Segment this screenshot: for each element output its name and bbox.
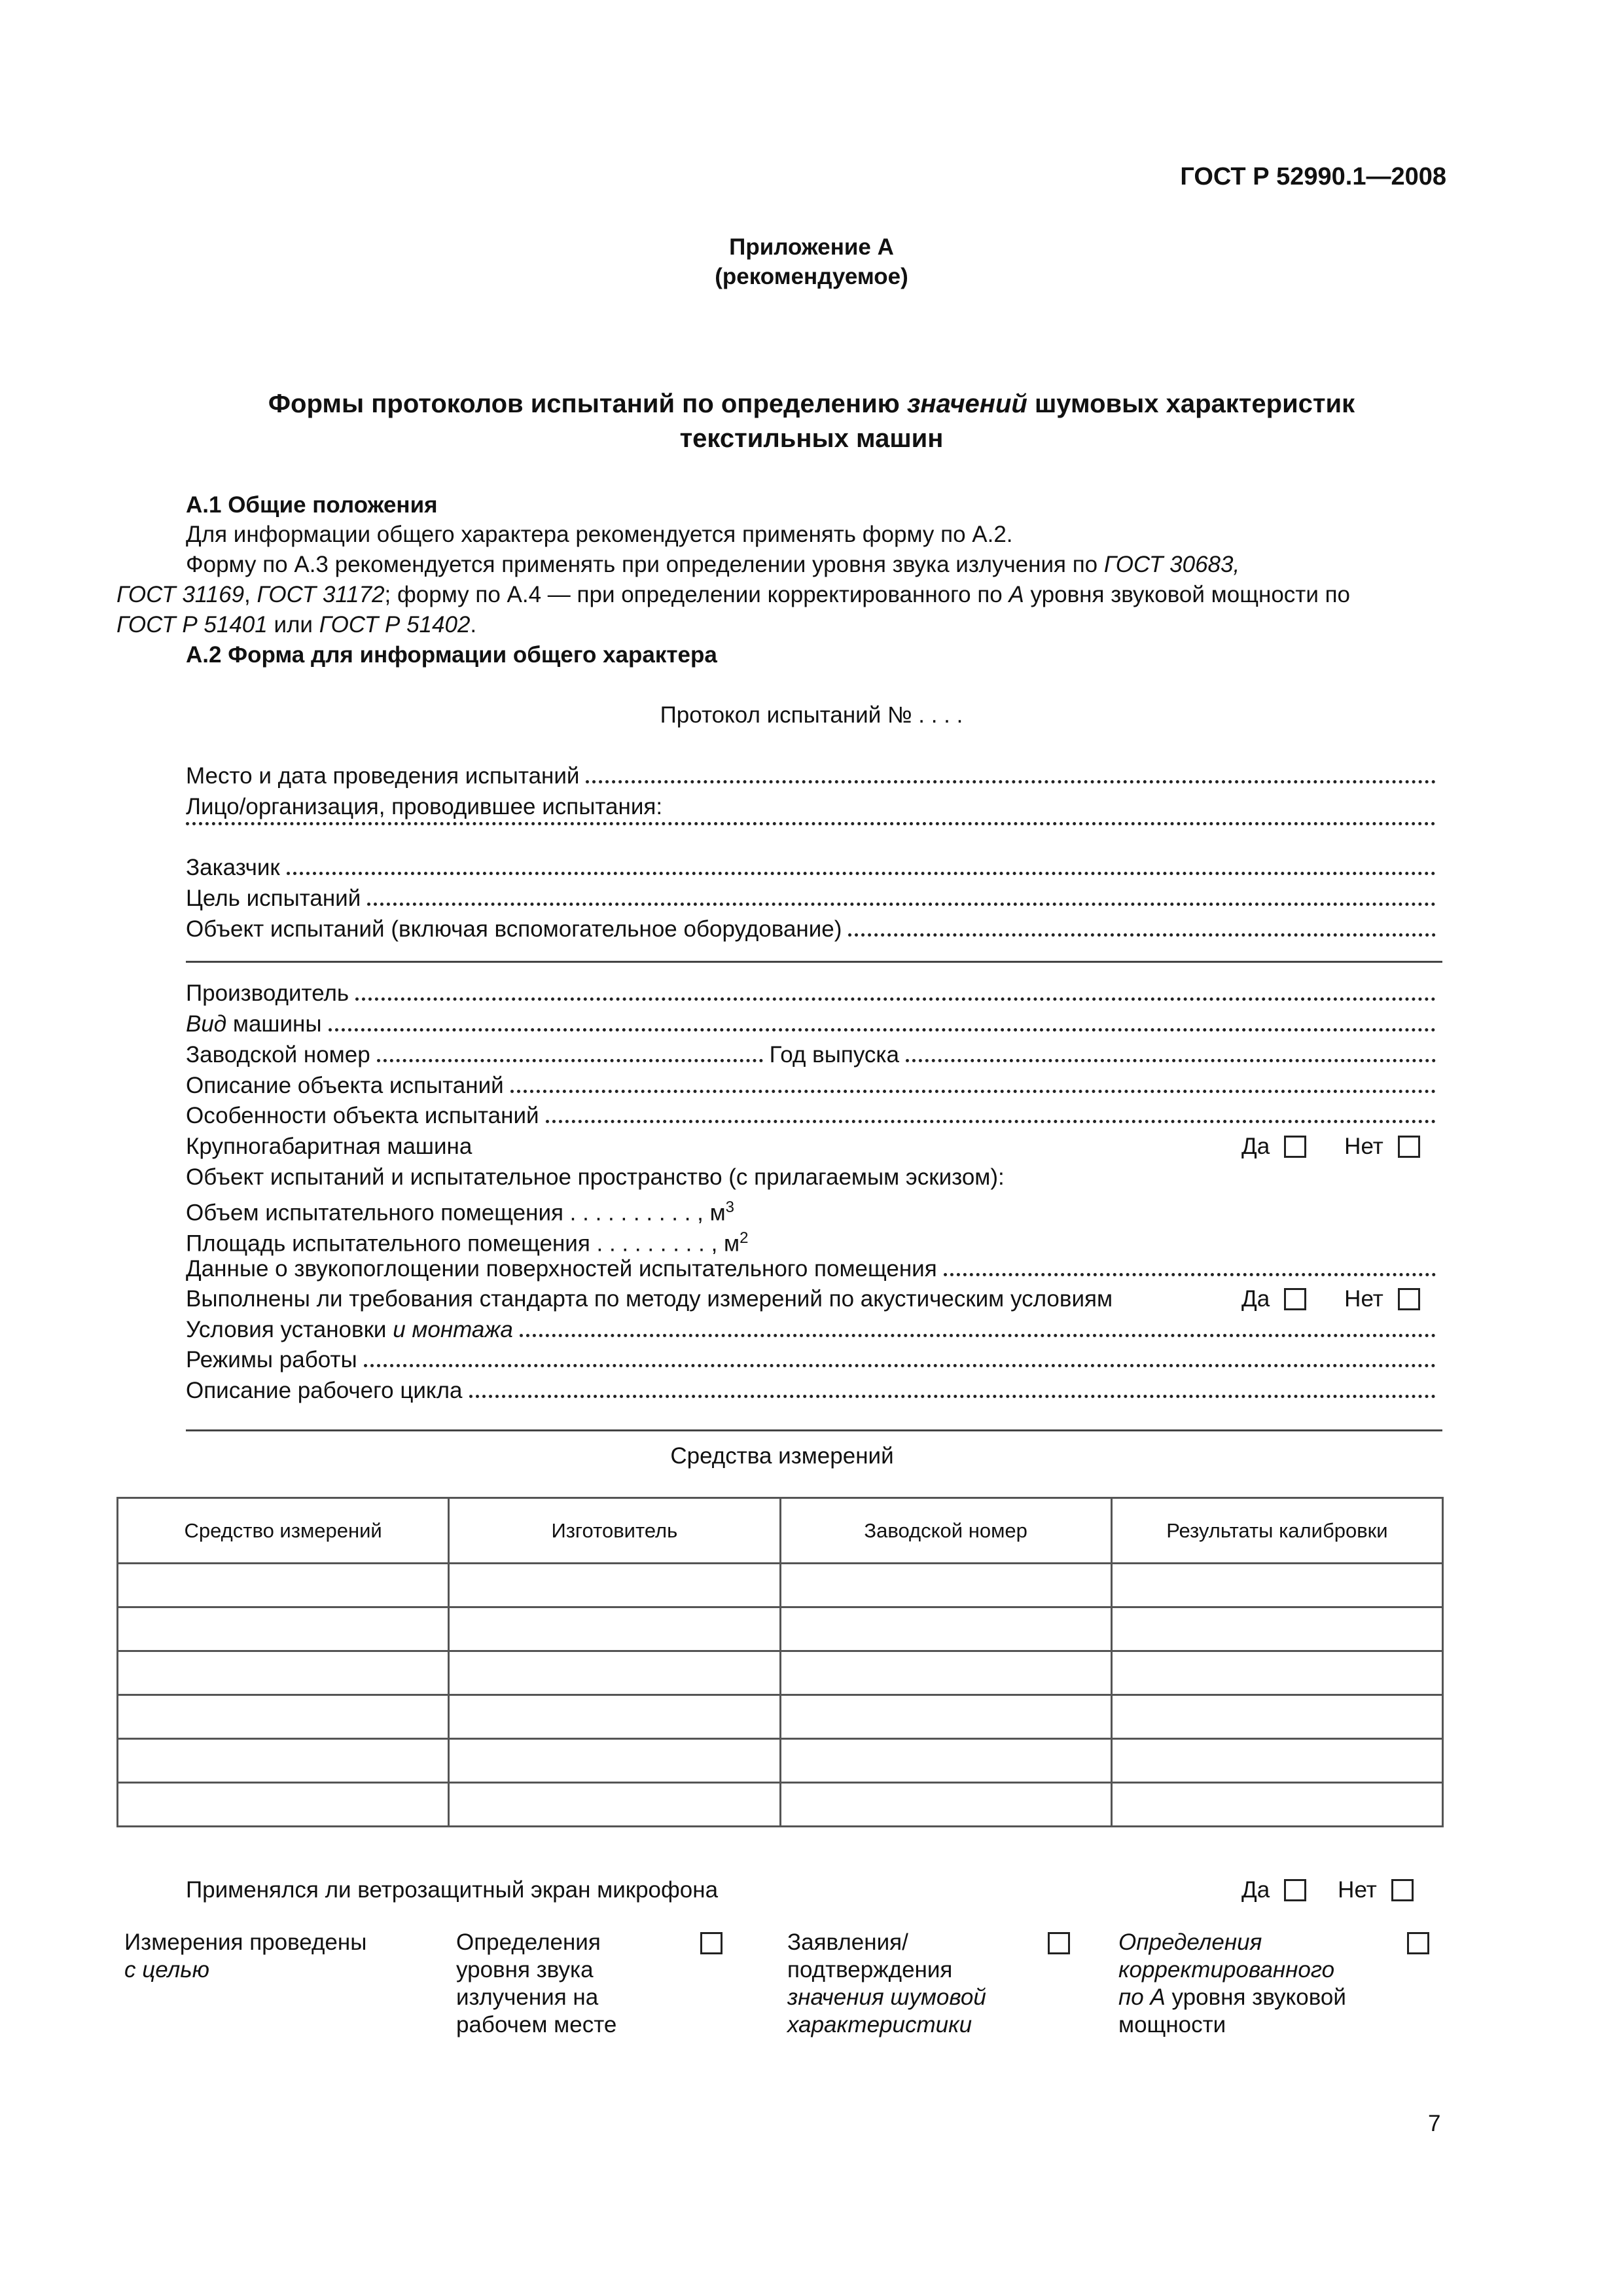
table-cell[interactable] xyxy=(1111,1695,1442,1739)
windscreen-no-checkbox[interactable] xyxy=(1391,1879,1414,1901)
field-customer[interactable]: Заказчик xyxy=(186,853,1436,883)
table-cell[interactable] xyxy=(1111,1564,1442,1607)
table-row xyxy=(118,1695,1443,1739)
purpose-option-power: Определения корректированного по А уровня звуковой мощности xyxy=(1118,1929,1346,2037)
table-cell[interactable] xyxy=(780,1783,1111,1827)
table-cell[interactable] xyxy=(449,1695,780,1739)
table-cell[interactable] xyxy=(1111,1607,1442,1651)
field-area[interactable]: Площадь испытательного помещения . . . . . . . . . , $м^2$ xyxy=(186,1229,749,1257)
page-number: 7 xyxy=(1428,2111,1441,2136)
table-cell[interactable] xyxy=(449,1783,780,1827)
field-machine-type[interactable]: Вид машины xyxy=(186,1009,1436,1039)
field-volume[interactable]: Объем испытательного помещения . . . . . . . . . . , $м^3$ xyxy=(186,1198,735,1226)
table-cell[interactable] xyxy=(780,1607,1111,1651)
field-serial-year[interactable]: Заводской номер Год выпуска xyxy=(186,1040,1436,1070)
section-a1-paragraph1: Для информации общего характера рекомендуется применять форму по А.2. xyxy=(186,522,1013,547)
table-cell[interactable] xyxy=(1111,1739,1442,1783)
table-cell[interactable] xyxy=(118,1783,449,1827)
divider-2 xyxy=(186,1429,1442,1431)
field-modes[interactable]: Режимы работы xyxy=(186,1345,1436,1375)
requirements-no-checkbox[interactable] xyxy=(1398,1288,1420,1310)
appendix-title: Приложение А xyxy=(729,234,894,260)
table-header-row xyxy=(118,1498,1443,1564)
field-requirements: Выполнены ли требования стандарта по методу измерений по акустическим условиям xyxy=(186,1286,1113,1312)
field-cycle[interactable]: Описание рабочего цикла xyxy=(186,1376,1436,1406)
field-large-machine: Крупногабаритная машина xyxy=(186,1134,473,1159)
table-cell[interactable] xyxy=(780,1651,1111,1695)
field-person-org-label: Лицо/организация, проводившее испытания: xyxy=(186,794,663,819)
table-row xyxy=(118,1651,1443,1695)
large-machine-no-checkbox[interactable] xyxy=(1398,1136,1420,1158)
section-a1-paragraph2-line1: Форму по А.3 рекомендуется применять при определении уровня звука излучения по ГОСТ 30683, xyxy=(186,552,1240,577)
table-cell[interactable] xyxy=(780,1695,1111,1739)
section-a1-paragraph2-line2: ГОСТ 31169, ГОСТ 31172; форму по А.4 — при определении корректированного по А уровня звуковой мощности по xyxy=(116,582,1351,607)
field-purpose[interactable]: Цель испытаний xyxy=(186,884,1436,914)
table-cell[interactable] xyxy=(780,1564,1111,1607)
purpose-label: Измерения проведены с целью xyxy=(124,1929,367,1982)
section-a1-paragraph2-line3: ГОСТ Р 51401 или ГОСТ Р 51402. xyxy=(116,612,477,637)
main-title-line1: Формы протоколов испытаний по определению значений шумовых характеристик xyxy=(268,389,1355,418)
instruments-title: Средства измерений xyxy=(670,1443,894,1469)
field-place-date[interactable]: Место и дата проведения испытаний xyxy=(186,761,1436,791)
field-person-org[interactable] xyxy=(186,822,1436,833)
table-cell[interactable] xyxy=(1111,1651,1442,1695)
field-installation[interactable]: Условия установки и монтажа xyxy=(186,1315,1436,1345)
purpose-option-workplace: Определения уровня звука излучения на рабочем месте xyxy=(456,1929,617,2037)
large-machine-yes-checkbox[interactable] xyxy=(1284,1136,1306,1158)
table-cell[interactable] xyxy=(118,1651,449,1695)
field-description[interactable]: Описание объекта испытаний xyxy=(186,1071,1436,1101)
table-cell[interactable] xyxy=(780,1739,1111,1783)
large-machine-choice: Да Нет xyxy=(1241,1132,1420,1162)
table-cell[interactable] xyxy=(118,1607,449,1651)
field-features[interactable]: Особенности объекта испытаний xyxy=(186,1101,1436,1131)
table-cell[interactable] xyxy=(118,1695,449,1739)
section-a1-heading: А.1 Общие положения xyxy=(186,492,438,518)
table-row xyxy=(118,1739,1443,1783)
windscreen-question: Применялся ли ветрозащитный экран микрофона xyxy=(186,1877,719,1903)
table-cell[interactable] xyxy=(449,1607,780,1651)
field-manufacturer[interactable]: Производитель xyxy=(186,978,1436,1009)
table-row xyxy=(118,1607,1443,1651)
column-header: Средство измерений xyxy=(118,1498,449,1564)
field-test-space: Объект испытаний и испытательное пространство (с прилагаемым эскизом): xyxy=(186,1164,1005,1190)
column-header: Результаты калибровки xyxy=(1111,1498,1442,1564)
protocol-title: Протокол испытаний № . . . . xyxy=(660,702,963,728)
column-header: Изготовитель xyxy=(449,1498,780,1564)
table-cell[interactable] xyxy=(449,1564,780,1607)
requirements-yes-checkbox[interactable] xyxy=(1284,1288,1306,1310)
purpose-power-checkbox[interactable] xyxy=(1407,1932,1429,1954)
field-object[interactable]: Объект испытаний (включая вспомогательное оборудование) xyxy=(186,914,1436,944)
table-row xyxy=(118,1783,1443,1827)
appendix-status: (рекомендуемое) xyxy=(715,264,908,289)
field-absorption[interactable]: Данные о звукопоглощении поверхностей испытательного помещения xyxy=(186,1254,1436,1284)
main-title-line2: текстильных машин xyxy=(679,424,944,453)
windscreen-yes-checkbox[interactable] xyxy=(1284,1879,1306,1901)
table-cell[interactable] xyxy=(449,1651,780,1695)
purpose-declaration-checkbox[interactable] xyxy=(1048,1932,1070,1954)
divider-1 xyxy=(186,961,1442,963)
table-cell[interactable] xyxy=(118,1564,449,1607)
purpose-option-declaration: Заявления/ подтверждения значения шумовой характеристики xyxy=(787,1929,986,2037)
table-row xyxy=(118,1564,1443,1607)
table-cell[interactable] xyxy=(1111,1783,1442,1827)
requirements-choice: Да Нет xyxy=(1241,1284,1420,1314)
windscreen-choice: Да Нет xyxy=(1241,1875,1414,1905)
instruments-table xyxy=(116,1497,1444,1827)
purpose-workplace-checkbox[interactable] xyxy=(700,1932,722,1954)
section-a2-heading: А.2 Форма для информации общего характера xyxy=(186,642,717,668)
table-cell[interactable] xyxy=(118,1739,449,1783)
table-cell[interactable] xyxy=(449,1739,780,1783)
column-header: Заводской номер xyxy=(780,1498,1111,1564)
standard-code: ГОСТ Р 52990.1—2008 xyxy=(1180,163,1446,190)
